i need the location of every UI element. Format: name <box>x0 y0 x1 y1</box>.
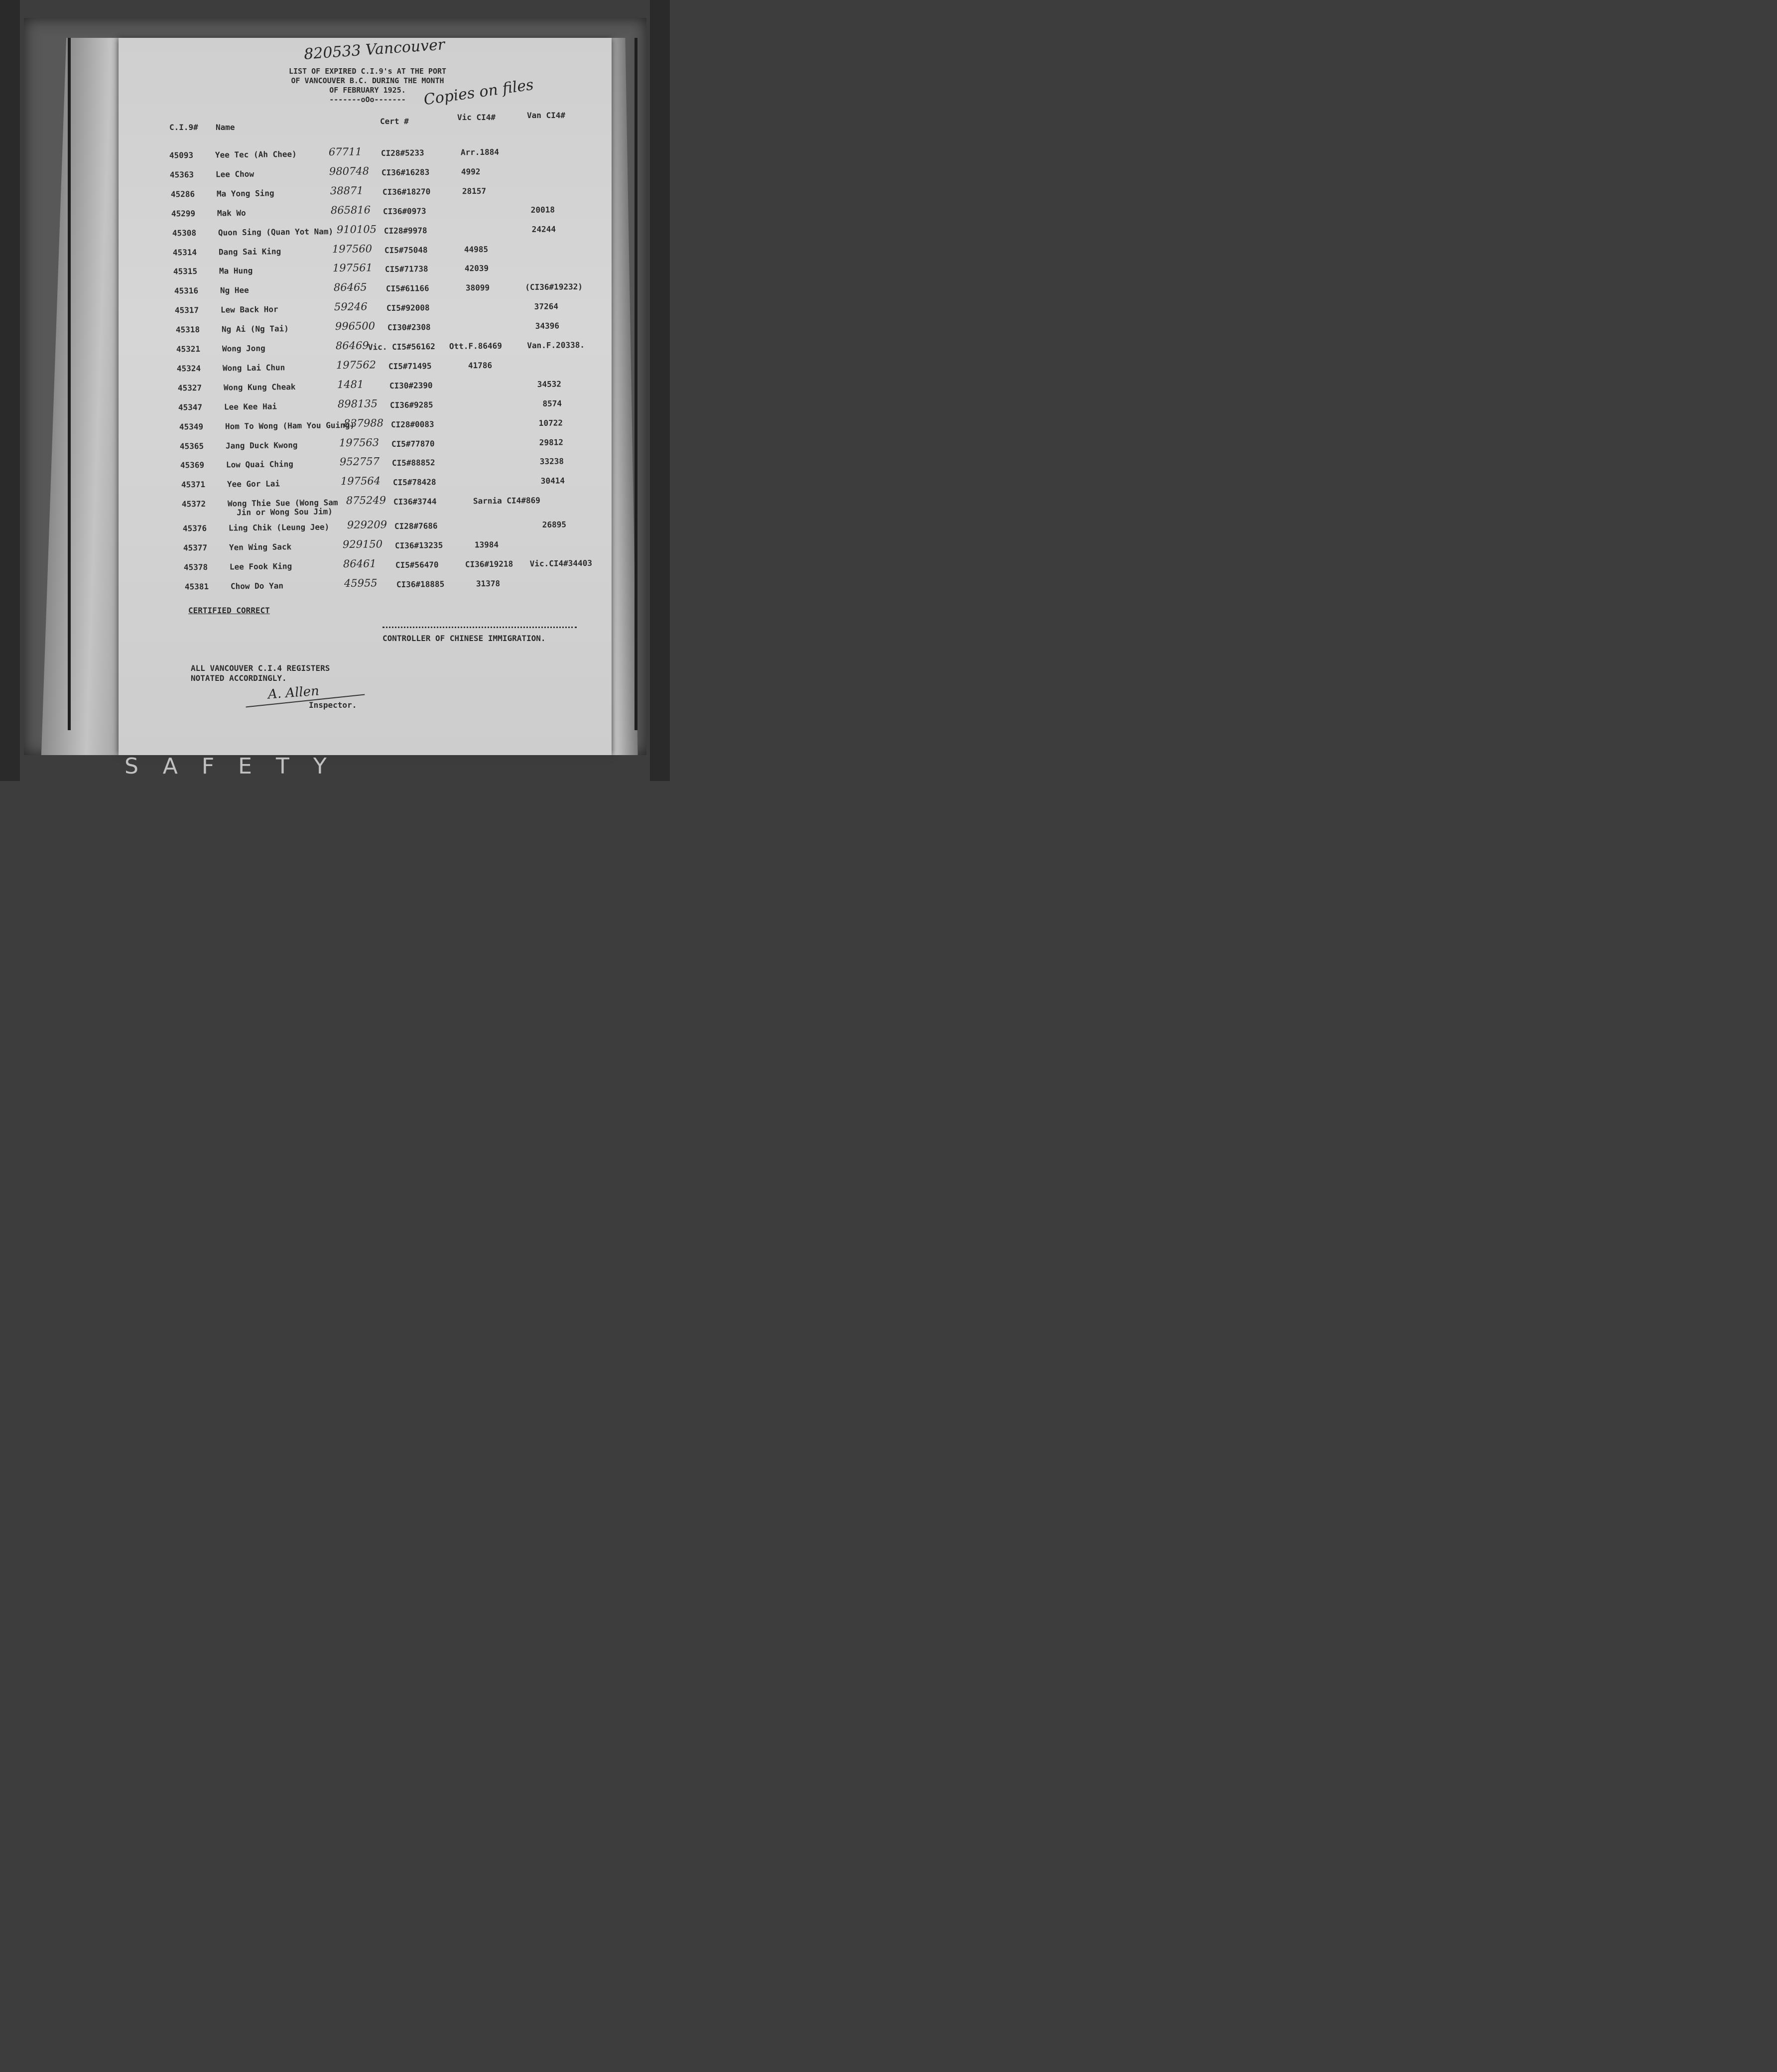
table-row <box>178 398 607 417</box>
person-name: Yee Tec (Ah Chee) <box>215 149 297 160</box>
table-row <box>182 519 611 539</box>
cert-number: CI36#16283 <box>381 167 430 177</box>
table-row <box>174 282 603 301</box>
van-ci4-number: 26895 <box>542 519 566 530</box>
cert-number: CI36#18885 <box>396 579 445 589</box>
van-ci4-number <box>518 146 553 147</box>
handwritten-number: 86465 <box>333 281 367 294</box>
cert-number: CI36#13235 <box>394 540 443 551</box>
person-name: Ng Ai (Ng Tai) <box>221 324 289 334</box>
table-row <box>175 301 603 321</box>
handwritten-number: 45955 <box>344 577 378 589</box>
person-name: Yen Wing Sack <box>229 542 292 552</box>
table-row <box>178 379 606 398</box>
controller-title: CONTROLLER OF CHINESE IMMIGRATION. <box>382 634 546 643</box>
handwritten-number: 197561 <box>333 261 373 274</box>
ci9-number: 45324 <box>177 363 201 374</box>
ci9-number: 45376 <box>182 523 207 533</box>
table-row <box>173 262 602 282</box>
ci9-number: 45349 <box>179 421 203 432</box>
vic-ci4-number: 44985 <box>464 244 489 254</box>
inspector-signature: A. Allen <box>267 683 320 702</box>
handwritten-note: Copies on files <box>422 76 535 109</box>
table-row <box>175 321 604 340</box>
ci9-number: 45371 <box>181 480 206 490</box>
person-name: Wong Kung Cheak <box>223 382 296 392</box>
person-name: Chow Do Yan <box>230 581 283 591</box>
vic-ci4-number: Arr.1884 <box>460 147 500 157</box>
van-ci4-number: Van.F.20338. <box>527 340 585 351</box>
cert-number: CI36#9285 <box>390 399 433 410</box>
vic-ci4-number: 41786 <box>468 360 493 371</box>
handwritten-number: 898135 <box>337 397 378 410</box>
table-row <box>170 165 598 185</box>
registers-line-2: NOTATED ACCORDINGLY. <box>191 673 287 683</box>
cert-number: CI5#92008 <box>386 303 430 313</box>
cert-number: CI28#5233 <box>381 148 424 158</box>
handwritten-number: 1481 <box>337 378 364 390</box>
person-name: Lee Chow <box>216 169 254 179</box>
document-sheet <box>119 38 612 755</box>
table-row <box>180 437 608 456</box>
column-header-vic: Vic CI4# <box>457 113 496 122</box>
handwritten-number: 86469 <box>335 339 369 352</box>
column-header-cert: Cert # <box>380 117 409 126</box>
table-row <box>183 538 612 558</box>
ci9-number: 45308 <box>172 228 196 238</box>
cert-number: CI5#78428 <box>392 477 436 488</box>
vic-ci4-number: 13984 <box>474 539 499 550</box>
title-line-3: OF FEBRUARY 1925. <box>329 86 406 95</box>
van-ci4-number: 33238 <box>540 456 564 467</box>
vic-ci4-number: CI36#19218 <box>465 559 513 569</box>
cert-number: CI30#2308 <box>387 322 431 333</box>
person-name: Ma Yong Sing <box>216 188 274 199</box>
cert-number: CI5#71738 <box>385 264 429 274</box>
vic-ci4-number: 42039 <box>465 263 489 273</box>
person-name: Low Quai Ching <box>226 459 294 470</box>
van-ci4-number: 8574 <box>542 398 562 408</box>
person-name: Ling Chik (Leung Jee) <box>228 522 329 533</box>
handwritten-number: 59246 <box>334 300 368 313</box>
table-row <box>182 494 610 518</box>
column-header-name: Name <box>216 123 235 132</box>
person-name: Wong Thie Sue (Wong Sam <box>228 498 338 509</box>
ci9-number: 45318 <box>175 325 200 335</box>
cert-number: Vic. CI5#56162 <box>368 342 435 352</box>
handwritten-number: 837988 <box>343 416 383 429</box>
ci9-number: 45317 <box>175 305 199 315</box>
van-ci4-number: 10722 <box>538 418 563 428</box>
person-name: Jang Duck Kwong <box>225 440 298 451</box>
handwritten-number: 929150 <box>342 538 383 551</box>
van-ci4-number: 30414 <box>540 476 565 486</box>
table-row <box>172 224 600 243</box>
registers-line-1: ALL VANCOUVER C.I.4 REGISTERS <box>191 663 330 673</box>
ci9-number: 45381 <box>184 581 209 592</box>
person-name: Quon Sing (Quan Yot Nam) <box>218 226 333 238</box>
person-name: Wong Jong <box>222 343 265 354</box>
table-row <box>176 340 605 359</box>
table-row <box>179 417 607 437</box>
handwritten-file-ref: 820533 Vancouver <box>303 36 446 63</box>
handwritten-number: 86461 <box>343 557 377 570</box>
handwritten-number: 910105 <box>336 223 377 236</box>
van-ci4-number: 24244 <box>531 224 556 234</box>
table-row <box>180 456 609 476</box>
cert-number: CI5#75048 <box>384 245 428 255</box>
person-name: Wong Lai Chun <box>223 363 285 373</box>
ci9-number: 45378 <box>184 562 208 572</box>
person-name: Hom To Wong (Ham You Guing) <box>225 420 355 431</box>
ci9-number: 45363 <box>170 169 194 180</box>
cert-number: CI28#7686 <box>394 521 438 531</box>
handwritten-number: 197564 <box>340 475 381 488</box>
ci9-number: 45377 <box>183 542 208 553</box>
film-edge-left <box>0 0 20 781</box>
handwritten-number: 875249 <box>346 494 386 507</box>
table-row <box>171 185 599 204</box>
table-row <box>169 146 598 165</box>
cert-number: CI28#9978 <box>383 225 427 236</box>
table-row <box>181 476 610 495</box>
van-ci4-number: 34532 <box>537 379 561 389</box>
person-name: Lee Fook King <box>230 561 292 572</box>
handwritten-number: 197562 <box>336 359 377 372</box>
certified-correct: CERTIFIED CORRECT <box>188 606 270 615</box>
film-edge-right <box>650 0 670 781</box>
table-row <box>185 577 613 597</box>
column-header-ci9: C.I.9# <box>169 123 198 132</box>
ci9-number: 45365 <box>179 441 204 451</box>
handwritten-number: 996500 <box>335 320 375 333</box>
handwritten-number: 197563 <box>339 436 380 449</box>
van-ci4-number: (CI36#19232) <box>525 282 583 292</box>
ci9-number: 45316 <box>174 286 199 296</box>
cert-number: CI36#3744 <box>393 497 437 507</box>
table-row <box>184 558 612 577</box>
van-ci4-number: 34396 <box>535 321 559 331</box>
handwritten-number: 865816 <box>330 204 371 216</box>
signature-dots <box>382 627 577 628</box>
vic-ci4-number: 28157 <box>462 186 486 196</box>
table-row <box>177 359 605 379</box>
handwritten-number: 38871 <box>330 184 364 197</box>
vic-ci4-number: 31378 <box>476 578 500 589</box>
ci9-number: 45314 <box>172 247 197 258</box>
person-name: Lew Back Hor <box>221 304 278 315</box>
vic-ci4-number: 4992 <box>461 166 481 177</box>
cert-number: CI5#61166 <box>385 283 429 294</box>
ci9-number: 45369 <box>180 460 205 470</box>
title-line-2: OF VANCOUVER B.C. DURING THE MONTH <box>291 76 444 85</box>
person-name: Mak Wo <box>217 208 247 218</box>
frame-rule-right <box>635 38 637 730</box>
title-separator: -------oOo------- <box>329 95 406 104</box>
ci9-number: 45327 <box>177 383 202 393</box>
film-margin-text: SAFETY <box>125 754 351 779</box>
van-ci4-number: Vic.CI4#34403 <box>529 558 593 569</box>
van-ci4-number <box>519 185 554 186</box>
cert-number: CI5#88852 <box>392 458 436 468</box>
van-ci4-number: 20018 <box>530 205 555 215</box>
cert-number: CI36#18270 <box>382 186 431 197</box>
ci9-number: 45315 <box>173 266 198 276</box>
person-name: Yee Gor Lai <box>227 479 280 489</box>
vic-ci4-number: Sarnia CI4#869 <box>473 496 541 506</box>
cert-number: CI5#77870 <box>391 438 435 449</box>
van-ci4-number: 29812 <box>539 437 564 447</box>
table-row <box>173 243 601 262</box>
ci9-number: 45347 <box>178 402 203 412</box>
frame-rule-left <box>68 38 71 730</box>
table-row <box>171 204 600 224</box>
cert-number: CI28#0083 <box>390 419 434 429</box>
person-name: Ma Hung <box>219 266 253 276</box>
handwritten-number: 952757 <box>340 455 380 468</box>
cert-number: CI5#56470 <box>395 560 439 570</box>
handwritten-number: 929209 <box>347 518 387 531</box>
title-line-1: LIST OF EXPIRED C.I.9's AT THE PORT <box>288 67 447 76</box>
inspector-label: Inspector. <box>309 700 357 710</box>
ci9-number: 45321 <box>176 344 201 354</box>
person-name: Dang Sai King <box>218 246 281 257</box>
handwritten-number: 67711 <box>328 145 362 158</box>
vic-ci4-number: Ott.F.86469 <box>449 341 502 351</box>
ci9-number: 45093 <box>169 150 194 160</box>
vic-ci4-number: 38099 <box>465 283 490 293</box>
cert-number: CI5#71495 <box>388 361 432 371</box>
ci9-number: 45299 <box>171 208 196 219</box>
person-name-continued: Jin or Wong Sou Jim) <box>237 507 333 518</box>
handwritten-number: 980748 <box>329 165 370 178</box>
person-name: Lee Kee Hai <box>224 401 277 412</box>
van-ci4-number: 37264 <box>534 301 559 312</box>
cert-number: CI36#0973 <box>383 206 426 216</box>
registers-note <box>191 663 330 683</box>
person-name: Ng Hee <box>220 285 249 295</box>
handwritten-number: 197560 <box>332 242 373 255</box>
column-header-van: Van CI4# <box>527 111 566 120</box>
ci9-number: 45286 <box>170 189 195 199</box>
cert-number: CI30#2390 <box>389 380 433 390</box>
film-frame <box>24 18 646 755</box>
ci9-number: 45372 <box>182 499 206 509</box>
